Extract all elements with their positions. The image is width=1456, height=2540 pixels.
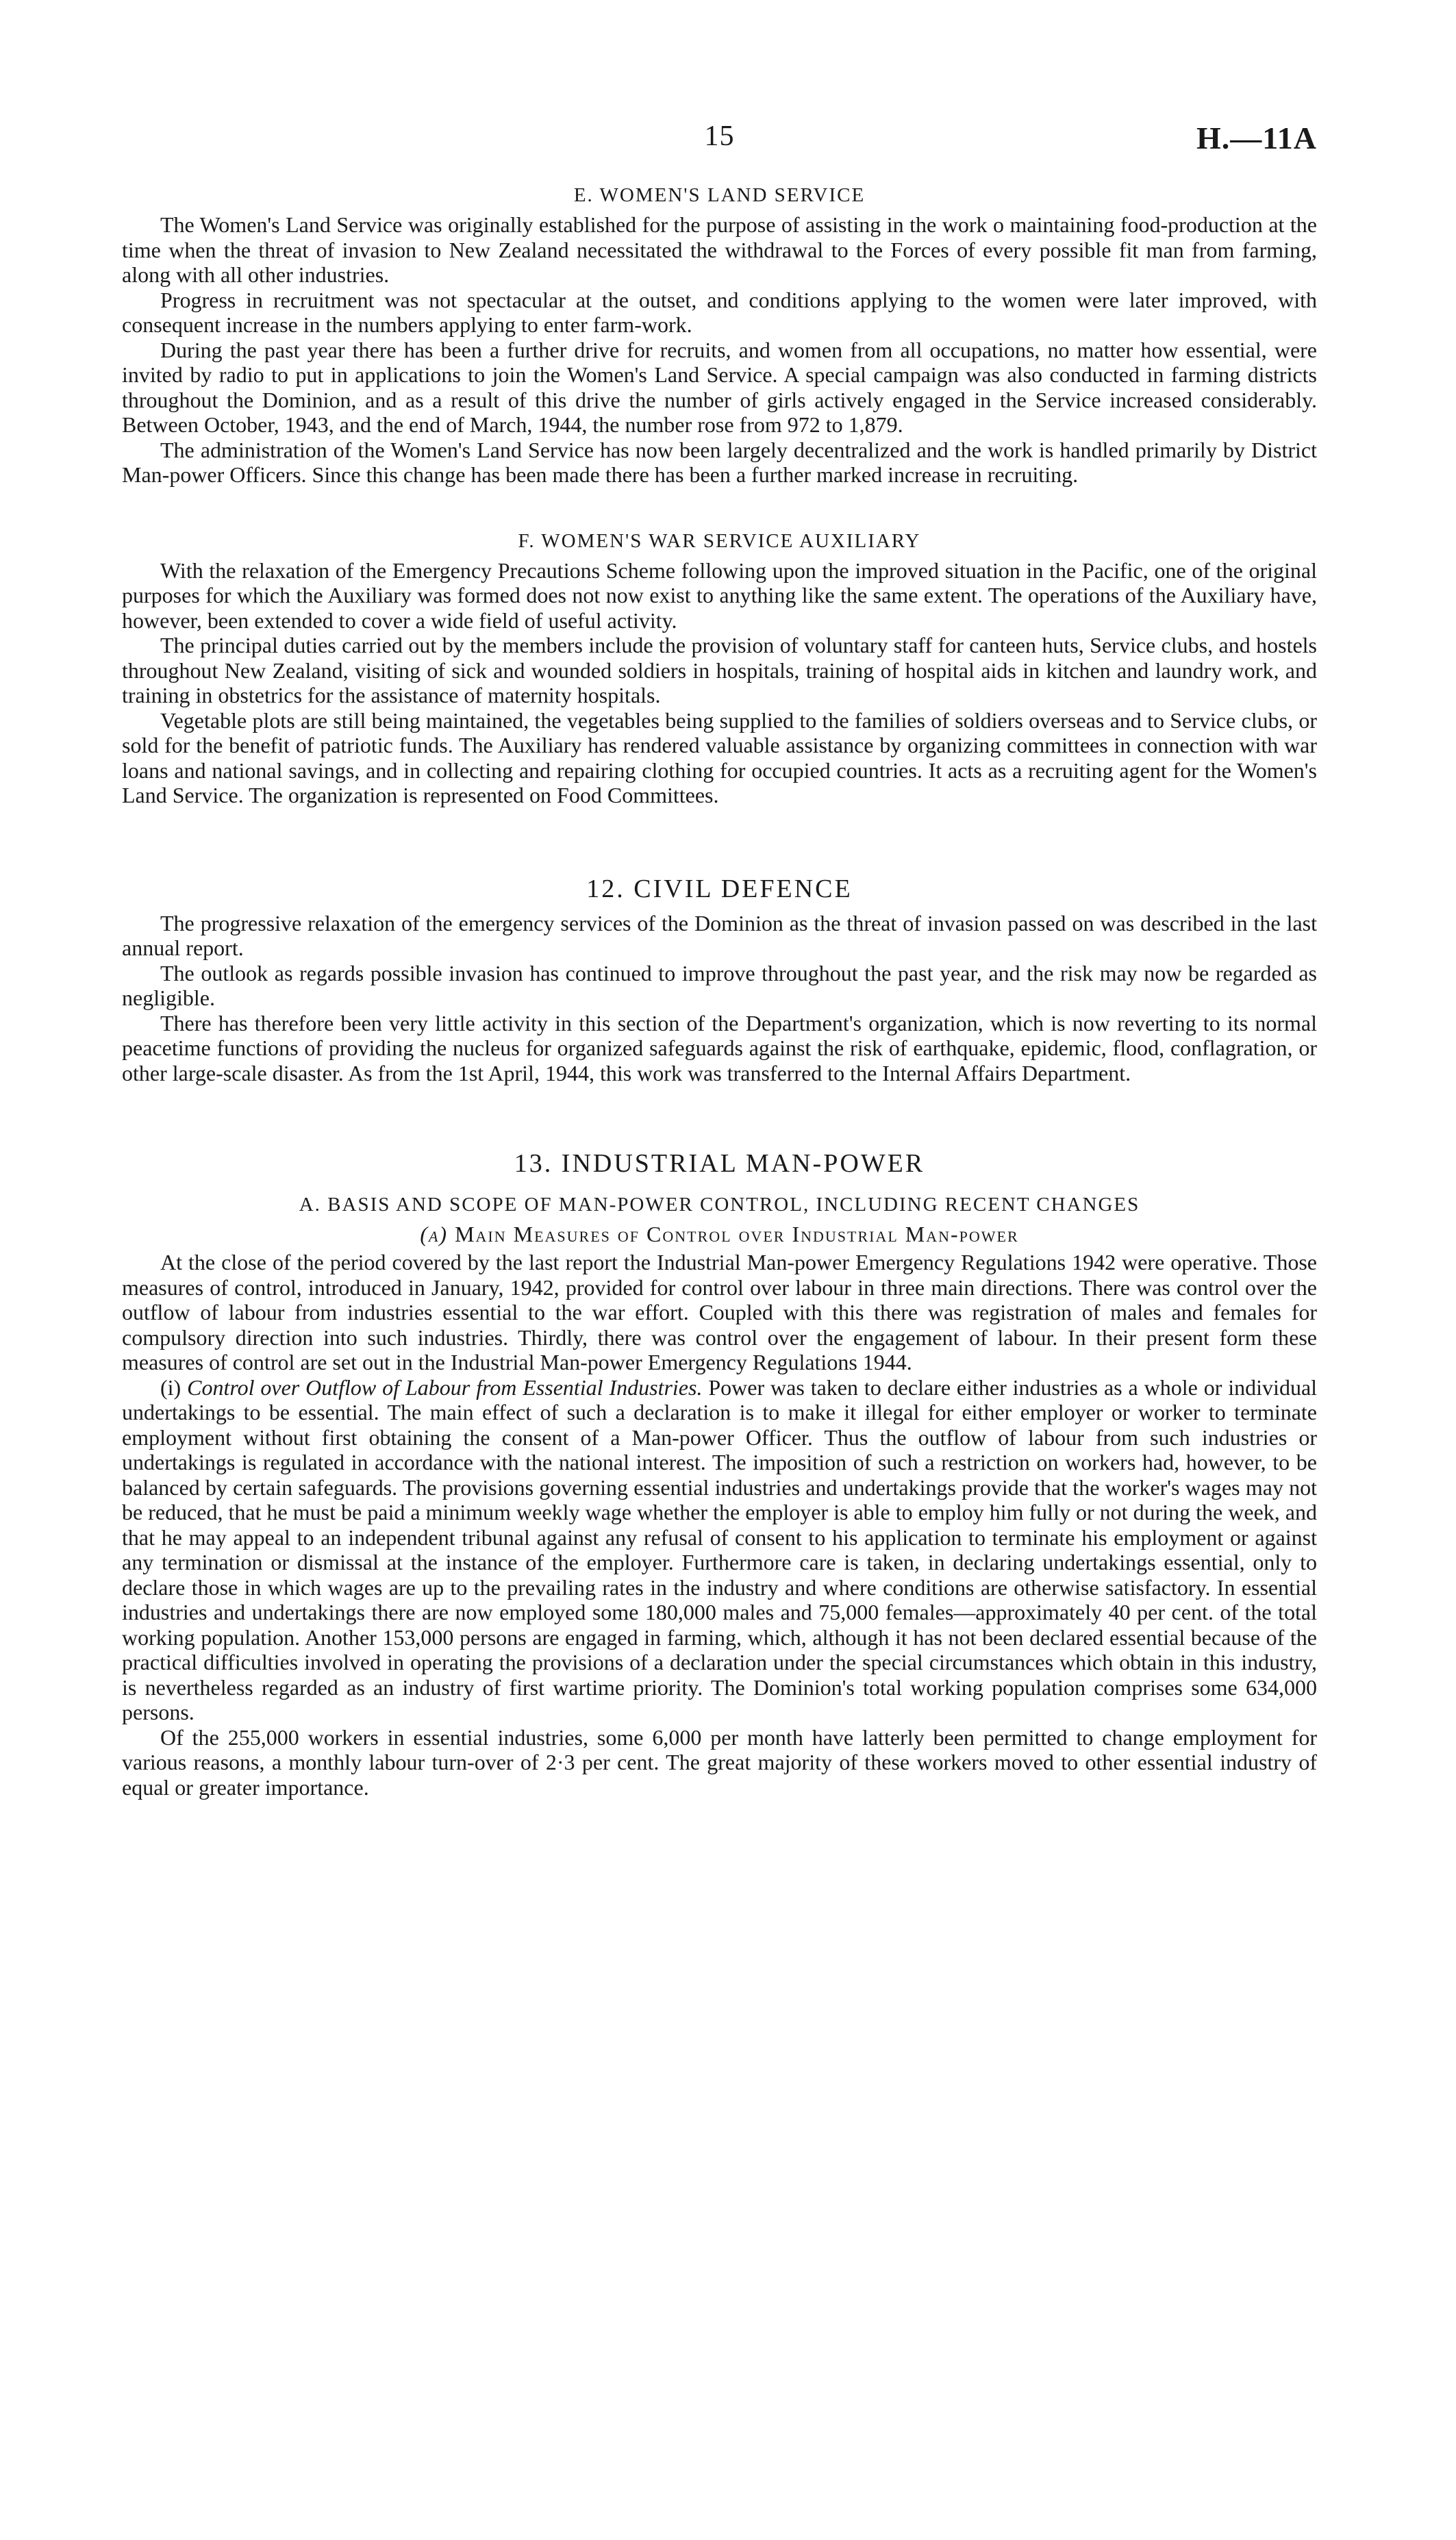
document-page: [122, 120, 1317, 1800]
section-womens-land-service: [122, 184, 1317, 488]
section-heading: F. WOMEN'S WAR SERVICE AUXILIARY: [518, 529, 921, 552]
page-header: [122, 120, 1317, 168]
paragraph: The Women's Land Service was originally established for the purpose of assisting in the work o maintaining food-production at the time when the threat of invasion to New Zealand necessitated the withdrawal to the Forces of every possible fit man from farming, along with all other industries.: [122, 212, 1317, 287]
paragraph: The progressive relaxation of the emergency services of the Dominion as the threat of invasion passed on was described in the last annual report.: [122, 910, 1317, 960]
paragraph: With the relaxation of the Emergency Precautions Scheme following upon the improved situation in the Pacific, one of the original purposes for which the Auxiliary was formed does not now exist to anything like the same extent. The operations of the Auxiliary have, however, been extended to cover a wide field of useful activity.: [122, 557, 1317, 633]
paragraph: During the past year there has been a further drive for recruits, and women from all occupations, no matter how essential, were invited by radio to put in applications to join the Women's Land Service. A special campaign was also conducted in farming districts throughout the Dominion, and as a result of this drive the number of girls actively engaged in the Service increased considerably. Between October, 1943, and the end of March, 1944, the number rose from 972 to 1,879.: [122, 337, 1317, 437]
minor-heading-text: Main Measures of Control over Industrial Man-power: [455, 1222, 1019, 1246]
minor-heading: [122, 1222, 1317, 1247]
item-title: Control over Outflow of Labour from Essential Industries.: [187, 1374, 703, 1400]
section-heading: 13. INDUSTRIAL MAN-POWER: [514, 1149, 925, 1178]
section-womens-war-service-auxiliary: [122, 530, 1317, 808]
item-label: (i): [160, 1374, 181, 1400]
paragraph: Of the 255,000 workers in essential industries, some 6,000 per month have latterly been permitted to change employment for various reasons, a monthly labour turn-over of 2·3 per cent. The great majority of these workers moved to other essential industry of equal or greater importance.: [122, 1724, 1317, 1800]
page-number: 15: [704, 121, 735, 152]
paragraph: The administration of the Women's Land Service has now been largely decentralized and the work is handled primarily by District Man-power Officers. Since this change has been made there has been a further marked increase in recruiting.: [122, 437, 1317, 487]
item-body: Power was taken to declare either industries as a whole or individual undertakings to be essential. The main effect of such a declaration is to make it illegal for either employer or worker to terminate employment without first obtaining the consent of a Man-power Officer. Thus the outflow of labour from such industries or undertakings is regulated in accordance with the national interest. The imposition of such a restriction on workers had, however, to be balanced by certain safeguards. The provisions governing essential industries and undertakings provide that the worker's wages may not be reduced, that he must be paid a minimum weekly wage whether the employer is able to employ him fully or not during the week, and that he may appeal to an independent tribunal against any refusal of consent to his application to terminate his employment or against any termination or dismissal at the instance of the employer. Furthermore care is taken, in declaring undertakings essential, only to declare those in which wages are up to the prevailing rates in the industry and where conditions are otherwise satisfactory. In essential industries and undertakings there are now employed some 180,000 males and 75,000 females—approximately 40 per cent. of the total working population. Another 153,000 persons are engaged in farming, which, although it has not been declared essential because of the practical difficulties involved in operating the provisions of a declaration under the special circumstances which obtain in this industry, is nevertheless regarded as an industry of first wartime priority. The Dominion's total working population comprises some 634,000 persons.: [122, 1374, 1318, 1724]
paragraph: The principal duties carried out by the members include the provision of voluntary staff for canteen huts, Service clubs, and hostels throughout New Zealand, visiting of sick and wounded soldiers in hospitals, training of hospital aids in kitchen and laundry work, and training in obstetrics for the assistance of maternity hospitals.: [122, 633, 1317, 707]
paragraph-item-i: [122, 1375, 1317, 1725]
paragraph: Progress in recruitment was not spectacular at the outset, and conditions applying to the women were later improved, with consequent increase in the numbers applying to enter farm-work.: [122, 287, 1317, 337]
paragraph: There has therefore been very little activity in this section of the Department's organization, which is now reverting to its normal peacetime functions of providing the nucleus for organized safeguards against the risk of earthquake, epidemic, flood, conflagration, or other large-scale disaster. As from the 1st April, 1944, this work was transferred to the Internal Affairs Department.: [122, 1010, 1317, 1085]
minor-heading-label: (a): [420, 1222, 449, 1246]
section-industrial-man-power: [122, 1148, 1317, 1800]
section-heading: E. WOMEN'S LAND SERVICE: [573, 184, 866, 206]
paragraph: At the close of the period covered by the last report the Industrial Man-power Emergency Regulations 1942 were operative. Those measures of control, introduced in January, 1942, provided for control over labour in three main directions. There was control over the outflow of labour from industries essential to the war effort. Coupled with this there was registration of males and females for compulsory direction into such industries. Thirdly, there was control over the engagement of labour. In their present form these measures of control are set out in the Industrial Man-power Emergency Regulations 1944.: [122, 1250, 1317, 1374]
section-civil-defence: [122, 874, 1317, 1086]
subsection-heading: A. BASIS AND SCOPE OF MAN-POWER CONTROL, INCLUDING RECENT CHANGES: [299, 1194, 1140, 1216]
paragraph: The outlook as regards possible invasion has continued to improve throughout the past year, and the risk may now be regarded as negligible.: [122, 960, 1317, 1010]
document-reference: H.—11A: [1196, 121, 1317, 155]
section-heading: 12. CIVIL DEFENCE: [586, 874, 853, 903]
paragraph: Vegetable plots are still being maintained, the vegetables being supplied to the families of soldiers overseas and to Service clubs, or sold for the benefit of patriotic funds. The Auxiliary has rendered valuable assistance by organizing committees in connection with war loans and national savings, and in collecting and repairing clothing for occupied countries. It acts as a recruiting agent for the Women's Land Service. The organization is represented on Food Committees.: [122, 707, 1317, 807]
